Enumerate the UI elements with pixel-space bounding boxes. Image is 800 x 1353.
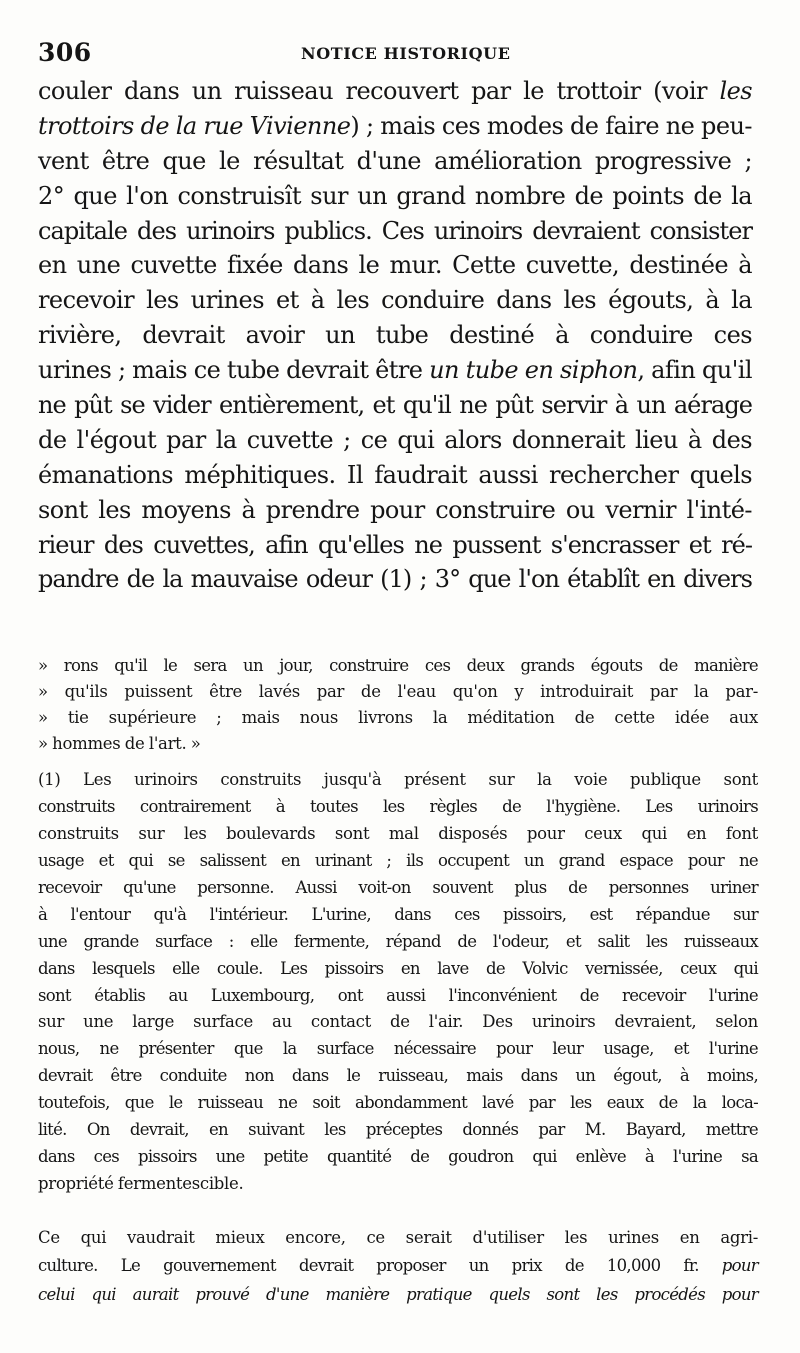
footnote-line: propriété fermentescible.: [38, 1174, 244, 1194]
text-line: émanations méphitiques. Il faudrait aussi rechercher quels: [38, 460, 752, 489]
footnote-1: [38, 767, 758, 1198]
footnote-line: lité. On devrait, en suivant les préceptes donnés par M. Bayard, mettre: [38, 1120, 758, 1140]
text-line: urines ; mais ce tube devrait être un tube en siphon, afin qu'il: [38, 356, 752, 385]
footnote-line: » qu'ils puissent être lavés par de l'eau qu'on y introduirait par la par-: [38, 682, 758, 701]
footnote-line: sur une large surface au contact de l'air. Des urinoirs devraient, selon: [38, 1012, 758, 1032]
text-line: rieur des cuvettes, afin qu'elles ne pussent s'encrasser et ré-: [38, 530, 752, 559]
running-head: [38, 38, 770, 68]
footnote-line: (1) Les urinoirs construits jusqu'à présent sur la voie publique sont: [38, 770, 758, 789]
footnote-line: toutefois, que le ruisseau ne soit abondamment lavé par les eaux de la loca-: [38, 1093, 758, 1113]
text-line: sont les moyens à prendre pour construire ou vernir l'inté-: [38, 495, 752, 524]
footnote-line: dans lesquels elle coule. Les pissoirs en lave de Volvic vernissée, ceux qui: [38, 958, 758, 978]
footnote-line: » hommes de l'art. »: [38, 734, 201, 753]
footnote-line: à l'entour qu'à l'intérieur. L'urine, dans ces pissoirs, est répandue sur: [38, 904, 758, 924]
footnote-line: dans ces pissoirs une petite quantité de goudron qui enlève à l'urine sa: [38, 1147, 758, 1167]
text-line: pandre de la mauvaise odeur (1) ; 3° que l'on établît en divers: [38, 565, 752, 594]
text-line: recevoir les urines et à les conduire dans les égouts, à la: [38, 286, 752, 315]
text-line: vent être que le résultat d'une amélioration progressive ;: [38, 146, 752, 175]
footnote-line: une grande surface : elle fermente, répand de l'odeur, et salit les ruisseaux: [38, 931, 758, 951]
footnote-line: construits contrairement à toutes les règles de l'hygiène. Les urinoirs: [38, 796, 758, 816]
page-number: 306: [38, 38, 92, 67]
text-line: 2° que l'on construisît sur un grand nombre de points de la: [38, 181, 752, 210]
footnote-line: Ce qui vaudrait mieux encore, ce serait d'utiliser les urines en agri-: [38, 1228, 758, 1247]
main-text: [38, 74, 752, 597]
text-line: rivière, devrait avoir un tube destiné à conduire ces: [38, 321, 752, 350]
footnote-line: recevoir qu'une personne. Aussi voit-on souvent plus de personnes uriner: [38, 877, 758, 897]
text-line: en une cuvette fixée dans le mur. Cette cuvette, destinée à: [38, 251, 752, 280]
footnote-quote: [38, 653, 758, 757]
text-line: ne pût se vider entièrement, et qu'il ne pût servir à un aérage: [38, 391, 752, 420]
footnote-line: nous, ne présenter que la surface nécessaire pour leur usage, et l'urine: [38, 1039, 758, 1059]
footnote-line: » rons qu'il le sera un jour, construire ces deux grands égouts de manière: [38, 656, 758, 675]
text-line: trottoirs de la rue Vivienne) ; mais ces modes de faire ne peu-: [38, 111, 752, 140]
footnote-line: construits sur les boulevards sont mal disposés pour ceux qui en font: [38, 823, 758, 843]
footnote-line: » tie supérieure ; mais nous livrons la méditation de cette idée aux: [38, 708, 758, 727]
footnote-line: culture. Le gouvernement devrait proposer un prix de 10,000 fr. pour: [38, 1256, 758, 1276]
footnote-continued: [38, 1224, 758, 1309]
footnote-line: devrait être conduite non dans le ruisseau, mais dans un égout, à moins,: [38, 1066, 758, 1086]
footnote-line: sont établis au Luxembourg, ont aussi l'inconvénient de recevoir l'urine: [38, 985, 758, 1005]
text-line: capitale des urinoirs publics. Ces urinoirs devraient consister: [38, 216, 752, 245]
footnote-line: usage et qui se salissent en urinant ; ils occupent un grand espace pour ne: [38, 850, 758, 870]
header-title: NOTICE HISTORIQUE: [301, 44, 511, 63]
footnote-line: celui qui aurait prouvé d'une manière pratique quels sont les procédés pour: [38, 1284, 758, 1304]
text-line: couler dans un ruisseau recouvert par le trottoir (voir les: [38, 77, 752, 105]
text-line: de l'égout par la cuvette ; ce qui alors donnerait lieu à des: [38, 425, 752, 454]
